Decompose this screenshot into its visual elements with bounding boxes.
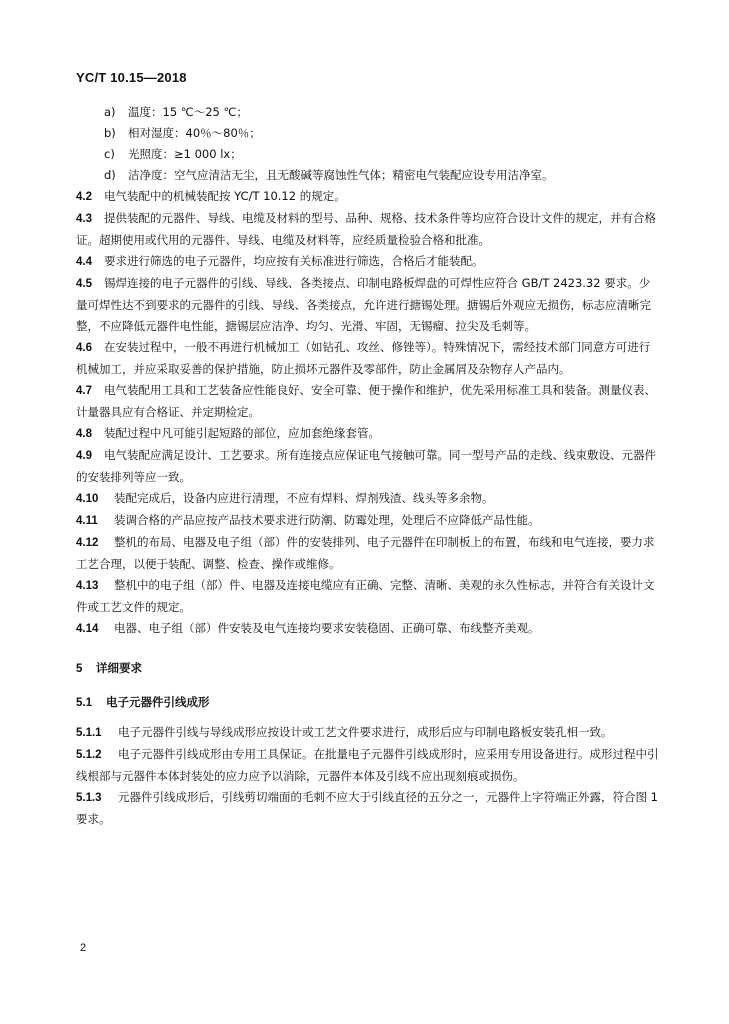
- list-item: b) 相对湿度：40％～80％；: [104, 126, 261, 140]
- clause-4-8: 4.8 装配过程中凡可能引起短路的部位，应加套绝缘套管。: [76, 426, 380, 440]
- spacer: [76, 714, 661, 722]
- clause-4-13: 4.13 整机中的电子组（部）件、电器及连接电缆应有正确、完整、清晰、美观的永久性标志，并符合有关设计文件或工艺文件的规定。: [76, 578, 655, 614]
- clause-4-7: 4.7 电气装配用工具和工艺装备应性能良好、安全可靠、便于操作和维护，优先采用标准工具和装备。测量仪表、计量器具应有合格证、并定期检定。: [76, 383, 656, 419]
- section-5-1-heading: 5.1 电子元器件引线成形: [76, 695, 210, 709]
- list-item: d) 洁净度：空气应清洁无尘，且无酸碱等腐蚀性气体；精密电气装配应设专用洁净室。: [104, 168, 554, 182]
- clause-5-1-1: 5.1.1 电子元器件引线与导线成形应按设计或工艺文件要求进行，成形后应与印制电路板安装孔相一致。: [76, 725, 613, 739]
- clause-4-11: 4.11 装调合格的产品应按产品技术要求进行防潮、防霉处理，处理后不应降低产品性能。: [76, 513, 540, 527]
- clause-4-2: 4.2 电气装配中的机械装配按 YC/T 10.12 的规定。: [76, 189, 346, 203]
- section-5-heading: 5 详细要求: [76, 661, 142, 675]
- clause-4-9: 4.9 电气装配应满足设计、工艺要求。所有连接点应保证电气接触可靠。同一型号产品的走线、线束敷设、元器件的安装排列等应一致。: [76, 448, 656, 484]
- clause-4-6: 4.6 在安装过程中，一般不再进行机械加工（如钻孔、攻丝、修锉等）。特殊情况下，需经技术部门同意方可进行机械加工，并应采取妥善的保护措施，防止损坏元器件及零部件，防止金属屑及杂物存人产品内。: [76, 340, 651, 376]
- clause-5-1-3: 5.1.3 元器件引线成形后，引线剪切端面的毛刺不应大于引线直径的五分之一，元器件上字符端正外露，符合图 1 要求。: [76, 790, 658, 826]
- list-item: a) 温度：15 ℃～25 ℃；: [104, 105, 248, 119]
- clause-4-4: 4.4 要求进行筛选的电子元器件，均应按有关标准进行筛选，合格后才能装配。: [76, 254, 484, 268]
- clause-5-1-2: 5.1.2 电子元器件引线成形由专用工具保证。在批量电子元器件引线成形时，应采用专用设备进行。成形过程中引线根部与元器件本体封装处的应力应予以消除，元器件本体及引线不应出现刻痕或损伤。: [76, 747, 659, 783]
- document-body: [76, 102, 661, 830]
- list-item: c) 光照度：≥1 000 lx；: [104, 147, 242, 161]
- clause-4-14: 4.14 电器、电子组（部）件安装及电气连接均要求安装稳固、正确可靠、布线整齐美观。: [76, 621, 540, 635]
- clause-4-10: 4.10 装配完成后，设备内应进行清理，不应有焊料、焊剂残渣、线头等多余物。: [76, 491, 494, 505]
- document-code: YC/T 10.15—2018: [76, 70, 187, 85]
- page-number: 2: [80, 942, 87, 954]
- environment-list: [76, 102, 661, 186]
- clause-4-3: 4.3 提供装配的元器件、导线、电缆及材料的型号、品种、规格、技术条件等均应符合设计文件的规定，并有合格证。超期使用或代用的元器件、导线、电缆及材料等，应经质量检验合格和批准。: [76, 211, 656, 247]
- clause-4-5: 4.5 锡焊连接的电子元器件的引线、导线、各类接点、印制电路板焊盘的可焊性应符合 GB/T 2423.32 要求。少量可焊性达不到要求的元器件的引线、导线、各类接点，允许进行搪锡处理。搪锡后外观应无损伤，标志应清晰完整，不应降低元器件电性能，搪锡层应洁净、均匀、光滑、牢固，无锡瘤、拉尖及毛刺等。: [76, 276, 651, 333]
- clause-4-12: 4.12 整机的布局、电器及电子组（部）件的安装排列、电子元器件在印制板上的布置，布线和电气连接，要力求工艺合理，以便于装配、调整、检查、操作或维修。: [76, 535, 655, 571]
